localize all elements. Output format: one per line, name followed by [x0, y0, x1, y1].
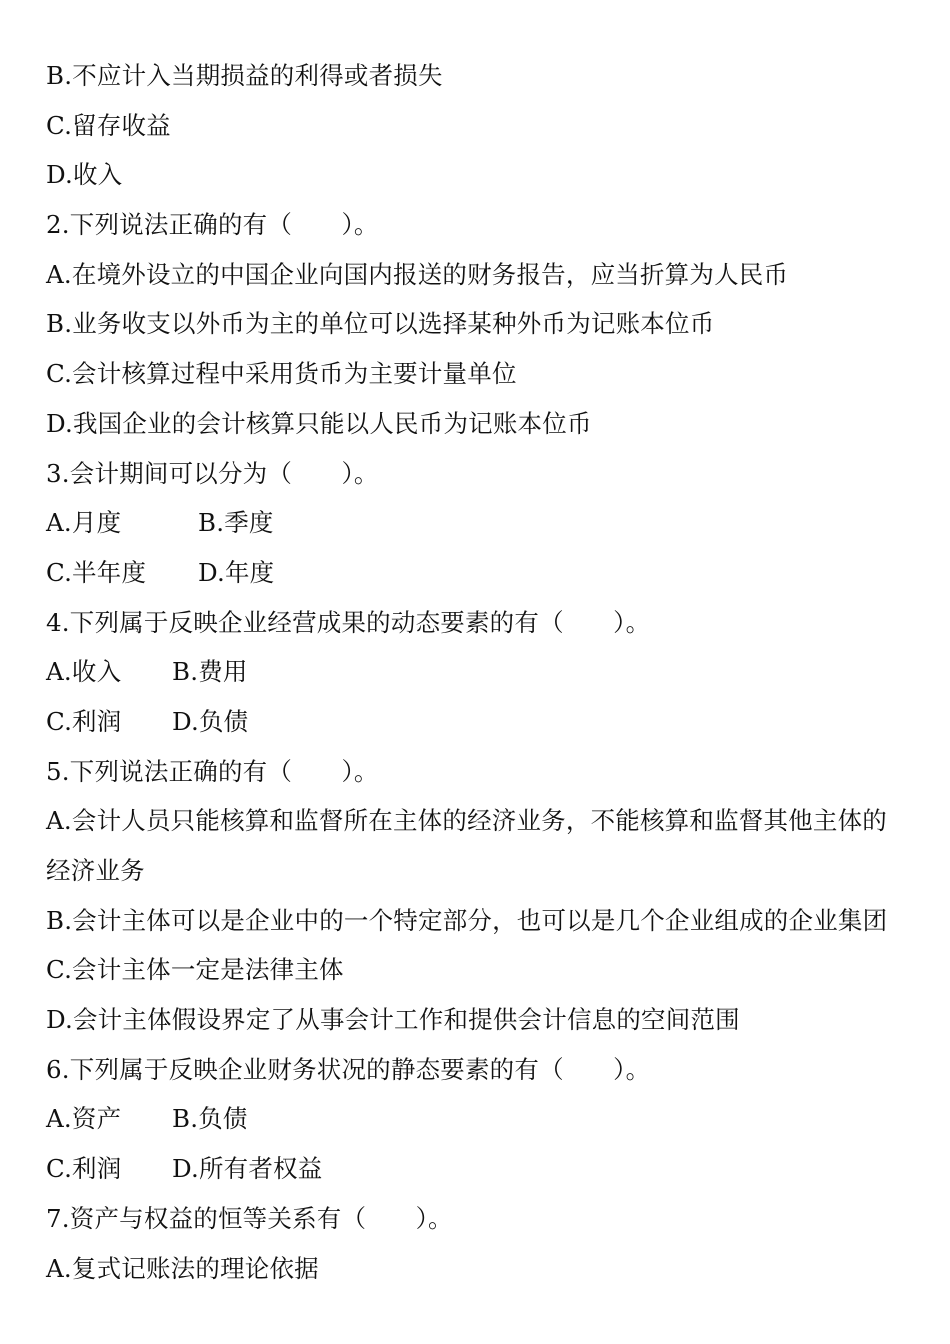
- option-row: [46, 697, 916, 747]
- question-3: 3.会计期间可以分为（ ）。: [46, 458, 379, 488]
- question-5: 5.下列说法正确的有（ ）。: [46, 756, 379, 786]
- option-b: B.季度: [198, 508, 274, 538]
- option-c: C.利润: [46, 1154, 122, 1184]
- option-c: C.利润: [46, 706, 122, 736]
- option-line: C.留存收益: [46, 110, 171, 140]
- option-a: A.资产: [46, 1104, 122, 1134]
- option-row: [46, 1094, 916, 1144]
- option-b: B.负债: [172, 1104, 248, 1134]
- option-line: D.会计主体假设界定了从事会计工作和提供会计信息的空间范围: [46, 1005, 740, 1035]
- option-line: D.我国企业的会计核算只能以人民币为记账本位币: [46, 408, 592, 438]
- option-row: [46, 548, 916, 598]
- question-6: 6.下列属于反映企业财务状况的静态要素的有（ ）。: [46, 1054, 651, 1084]
- option-c: C.半年度: [46, 557, 147, 587]
- option-line: B.会计主体可以是企业中的一个特定部分，也可以是几个企业组成的企业集团: [46, 905, 888, 935]
- option-a: A.月度: [46, 508, 122, 538]
- question-4: 4.下列属于反映企业经营成果的动态要素的有（ ）。: [46, 607, 651, 637]
- option-line: A.在境外设立的中国企业向国内报送的财务报告，应当折算为人民币: [46, 259, 789, 289]
- option-line: B.业务收支以外币为主的单位可以选择某种外币为记账本位币: [46, 309, 715, 339]
- option-line: D.收入: [46, 160, 123, 190]
- option-d: D.负债: [172, 706, 249, 736]
- document-page: [46, 51, 916, 1293]
- question-2: 2.下列说法正确的有（ ）。: [46, 210, 379, 240]
- option-line: A.复式记账法的理论依据: [46, 1253, 319, 1283]
- option-d: D.所有者权益: [172, 1154, 323, 1184]
- option-line: B.不应计入当期损益的利得或者损失: [46, 61, 443, 90]
- option-line-continued: 经济业务: [46, 856, 145, 885]
- option-row: [46, 498, 916, 548]
- option-a: A.收入: [46, 657, 122, 687]
- option-row: [46, 647, 916, 697]
- option-d: D.年度: [198, 557, 275, 587]
- question-7: 7.资产与权益的恒等关系有（ ）。: [46, 1203, 453, 1233]
- option-b: B.费用: [172, 657, 248, 687]
- option-line: A.会计人员只能核算和监督所在主体的经济业务，不能核算和监督其他主体的: [46, 806, 887, 836]
- option-line: C.会计核算过程中采用货币为主要计量单位: [46, 359, 517, 389]
- option-line: C.会计主体一定是法律主体: [46, 955, 344, 985]
- option-row: [46, 1144, 916, 1194]
